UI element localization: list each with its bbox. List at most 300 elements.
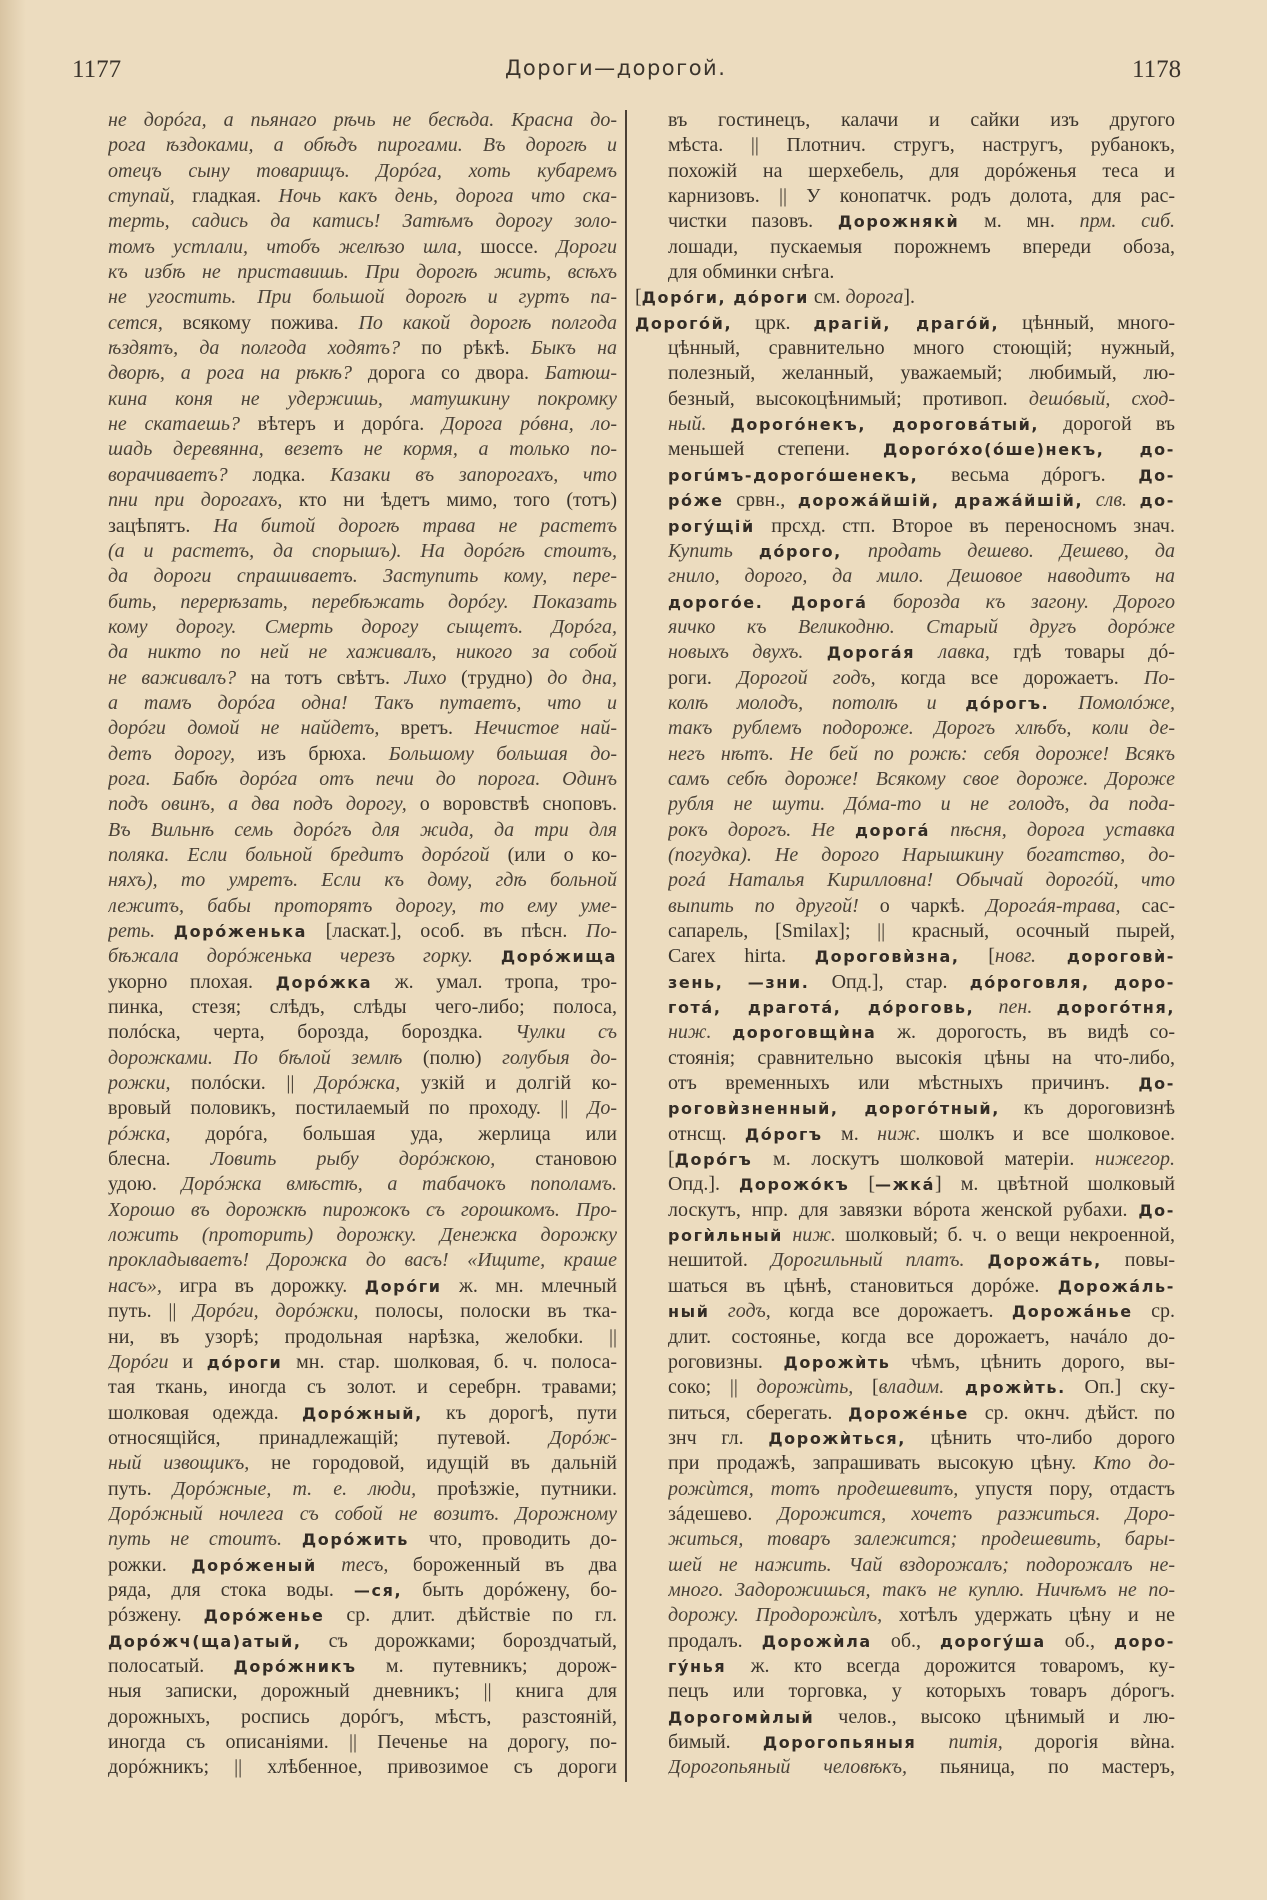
text-line <box>108 361 617 386</box>
text: когда все дорожаетъ. <box>900 666 1144 689</box>
bold-headword: Дорóженье <box>203 1606 325 1626</box>
text: челов., высоко цѣнимый и лю- <box>814 1705 1175 1728</box>
text-line <box>108 336 617 361</box>
text-line <box>668 437 1175 462</box>
bold-headword: драгій, драгóй, <box>813 313 1000 333</box>
italic-text: колѣ молодъ, потолѣ и <box>668 691 966 714</box>
italic-text: не дорóга, а пьянаго рѣчь не бесѣда. Красна до- <box>108 109 617 131</box>
page-edge-shadow <box>0 0 26 1900</box>
text-line <box>108 691 617 716</box>
text: ни, въ узорѣ; продольная нарѣзка, желобки. || <box>108 1325 617 1348</box>
text-line <box>668 792 1175 817</box>
text: игра въ дорожку. <box>179 1274 365 1297</box>
text-line <box>108 1401 617 1426</box>
italic-text: шадь деревянна, везетъ не кормя, а только по- <box>108 438 617 461</box>
italic-text: Лихо <box>404 666 462 689</box>
text: [ <box>849 1173 876 1196</box>
italic-text: Батюш- <box>544 362 617 385</box>
text: вровый половикъ, постилаемый по проходу. || <box>108 1097 588 1120</box>
italic-text: рубля не шути. Дóма-то и не голодъ, да пода- <box>668 793 1175 816</box>
italic-text: голубыя до- <box>502 1046 617 1069</box>
text: [ <box>668 1148 675 1171</box>
text: Оп.] ску- <box>1065 1376 1175 1399</box>
text-line <box>108 387 617 412</box>
text-line <box>668 1654 1175 1679</box>
bold-headword: Дорóжить <box>301 1530 409 1550</box>
italic-text: Ловить рыбу дорóжкою, <box>210 1148 536 1171</box>
bold-headword: До- <box>1138 1200 1175 1220</box>
text-line <box>108 184 617 209</box>
bold-headword: Дорогóхо(óше)некъ, до- <box>882 440 1175 460</box>
text-line <box>668 1223 1175 1248</box>
text-line <box>668 412 1175 437</box>
text-line <box>668 361 1175 386</box>
bold-headword: дóрогъ. <box>965 693 1050 713</box>
italic-text: не важивалъ? <box>108 666 251 689</box>
text: об., <box>1045 1629 1114 1652</box>
text: и <box>182 1350 207 1373</box>
text: цѣнный, сравнительно много стоющій; нужный, <box>668 337 1175 360</box>
text-line <box>108 1198 617 1223</box>
text: безный, высокоцѣнимый; противоп. <box>668 387 1029 410</box>
running-head: Дороги—дорогой. <box>505 56 727 80</box>
italic-text: Въ Вильнѣ семь дорóгъ для жида, да три для <box>108 818 617 841</box>
text-line <box>668 818 1175 843</box>
text: шолковый; б. ч. о вещи некроенной, <box>845 1224 1175 1247</box>
text: ж. умал. тропа, тро- <box>372 970 617 993</box>
italic-text: къ избѣ не приставишь. При дорогѣ жить, всѣхъ <box>108 261 617 284</box>
italic-text: бѣжала дорóженька черезъ горку. <box>108 945 501 968</box>
text: нешитой. <box>668 1249 771 1272</box>
italic-text: Казаки въ запорогахъ, что <box>330 463 617 486</box>
text: при продажѣ, запрашивать высокую цѣну. <box>668 1452 1094 1475</box>
text-line <box>668 868 1175 893</box>
text: м. путевникъ; дорож- <box>356 1654 617 1677</box>
text: всякому пожива. <box>182 311 359 334</box>
text-line <box>108 1553 617 1578</box>
italic-text: Дорóжка, <box>315 1072 421 1095</box>
text: соко; || <box>668 1376 757 1399</box>
bold-headword: Дорóжка <box>275 972 373 992</box>
text: по рѣкѣ. <box>421 337 531 360</box>
text-line <box>668 970 1175 995</box>
italic-text: пни при дорогахъ, <box>108 489 299 512</box>
text: питься, сберегать. <box>668 1401 849 1424</box>
text: стоянія; сравнительно высокія цѣны на что-либо, <box>668 1046 1175 1069</box>
italic-text: тесъ, <box>316 1553 413 1576</box>
italic-text: нижегор. <box>1095 1148 1175 1171</box>
text-line <box>108 260 617 285</box>
text: м. мн. <box>959 210 1080 233</box>
italic-text: самъ себѣ дороже! Всякому свое дороже. Дороже <box>668 767 1175 790</box>
italic-text: Дорóжка вмѣстѣ, а табачокъ пополамъ. <box>181 1173 617 1196</box>
text-line <box>108 792 617 817</box>
italic-text: Дорогáя-трава, <box>986 894 1142 917</box>
italic-text: владим. <box>878 1376 945 1399</box>
text: мѣста. || Плотнич. стругъ, настругъ, рубанокъ, <box>668 134 1175 157</box>
text: ] м. цвѣтной шолковый <box>935 1173 1175 1196</box>
text: шолковая одежда. <box>108 1401 302 1424</box>
text-line <box>108 437 617 462</box>
text-line <box>108 1046 617 1071</box>
text-line <box>108 1451 617 1476</box>
italic-text: рóжка, <box>108 1122 206 1145</box>
text-line <box>668 1046 1175 1071</box>
text: гладкая. <box>192 185 279 208</box>
italic-text: рокъ дорогъ. Не <box>668 818 855 841</box>
text-line <box>668 944 1175 969</box>
text-line <box>668 387 1175 412</box>
text: упустя пору, отдастъ <box>975 1477 1175 1500</box>
italic-text: рога ѣздоками, а обѣдъ пирогами. Въ дорогѣ и <box>108 134 617 157</box>
italic-text: дворѣ, а рога на рѣкѣ? <box>108 362 368 385</box>
bold-headword: дорогóе. Дорогá <box>668 592 868 612</box>
text: лодка. <box>252 463 331 486</box>
text-line <box>108 1147 617 1172</box>
text-line <box>668 919 1175 944</box>
text: дорóжникъ; || хлѣбенное, привозимое съ дороги <box>108 1756 617 1779</box>
text-line <box>668 1350 1175 1375</box>
text-line <box>108 1705 617 1730</box>
italic-text: ложить (проторить) дорожку. Денежка дорожку <box>108 1224 617 1247</box>
text: на тотъ свѣтъ. <box>250 666 405 689</box>
italic-text: яичко къ Великодню. Старый другъ дорóже <box>668 615 1175 638</box>
italic-text: Дорóжный ночлега съ собой не возитъ. Дорожному <box>108 1502 617 1525</box>
bold-headword: Дорожáть, <box>987 1251 1102 1271</box>
text-line <box>108 514 617 539</box>
bold-headword: —ся, <box>353 1580 403 1600</box>
text: вретъ. <box>400 717 475 740</box>
text: Опд.], стар. <box>809 970 970 993</box>
text-line <box>108 1350 617 1375</box>
italic-text: Дорóги <box>108 1350 183 1373</box>
text-line <box>668 1401 1175 1426</box>
italic-text: рожки, <box>108 1072 192 1095</box>
italic-text: По- <box>585 920 617 942</box>
left-column <box>108 108 617 1781</box>
text-line <box>108 716 617 741</box>
text: удою. <box>108 1173 182 1196</box>
italic-text: пѣсня, дорога уставка <box>930 818 1175 841</box>
text-line <box>108 919 617 944</box>
italic-text: такъ рублемъ подороже. Дорогъ хлѣбъ, коли де- <box>668 717 1175 740</box>
text: [ласкат.], особ. въ пѣсн. <box>307 920 586 942</box>
text: ж. мн. млечный <box>441 1274 617 1297</box>
text-line <box>668 1755 1175 1780</box>
bold-headword: Дорожѝла <box>761 1631 872 1651</box>
text: црк. <box>732 311 814 334</box>
bold-headword: дорогá <box>854 820 931 840</box>
italic-text: шей не нажить. Чай вздорожалъ; подорожалъ не- <box>668 1553 1175 1576</box>
text: шолкъ и все шолковое. <box>939 1122 1175 1145</box>
text-line <box>668 1553 1175 1578</box>
text-line <box>668 1451 1175 1476</box>
text: въ гостинецъ, калачи и сайки изъ другого <box>668 109 1175 131</box>
text-line <box>108 1679 617 1704</box>
bold-headword: До- <box>1138 1074 1175 1094</box>
text-line <box>108 1527 617 1552</box>
bold-headword: рогúмъ-дорогóшенекъ, <box>668 465 919 485</box>
text: для обминки снѣга. <box>668 261 835 284</box>
text: Carex hirta. <box>668 945 815 968</box>
text-line <box>668 1020 1175 1045</box>
bold-headword: дороговѝ- <box>1036 947 1175 967</box>
text: дорога со двора. <box>367 362 545 385</box>
text-line <box>668 615 1175 640</box>
text: полосы, полоски въ тка- <box>375 1300 617 1323</box>
italic-text: ниж. <box>877 1122 940 1145</box>
text: кто ни ѣдетъ мимо, того (тотъ) <box>298 489 617 512</box>
text: полóски. || <box>191 1072 316 1095</box>
text-line <box>108 235 617 260</box>
bold-headword: Дорогáя <box>826 643 916 663</box>
text: [ <box>635 286 642 309</box>
text: рожки. <box>108 1553 192 1576</box>
text-line <box>668 463 1175 488</box>
text-line <box>108 1096 617 1121</box>
bold-headword: Дорóжникъ <box>233 1656 357 1676</box>
bold-headword: дóрого, <box>758 541 842 561</box>
italic-text: подъ овинъ, а два подъ дорогу, <box>108 793 420 816</box>
text-line <box>108 1274 617 1299</box>
text: ср. окнч. дѣйст. по <box>969 1401 1175 1424</box>
text-line <box>108 1426 617 1451</box>
text-line <box>108 843 617 868</box>
text: шаться въ цѣнѣ, становиться дорóже. <box>668 1274 1058 1297</box>
bold-headword: Дорóгъ <box>674 1150 753 1170</box>
text-line <box>108 615 617 640</box>
italic-text: дорожу. Продорожѝлъ, <box>668 1604 899 1627</box>
bold-headword: Дорóженый <box>191 1555 317 1575</box>
italic-text: Дорожится, хочетъ разжиться. Доро- <box>777 1502 1175 1525</box>
text-line <box>668 995 1175 1020</box>
bold-headword: рогѝльный <box>668 1226 783 1246</box>
italic-text: (а и растетъ, да спорышъ). На дорóгѣ стоитъ, <box>108 539 617 562</box>
italic-text: До- <box>587 1097 617 1120</box>
italic-text: Дорога рóвна, ло- <box>441 413 617 436</box>
italic-text: ниж. <box>783 1224 846 1247</box>
text: мн. стар. шолковая, б. ч. полоса- <box>282 1350 617 1373</box>
text-line <box>668 894 1175 919</box>
text: хотѣлъ удержать цѣну и не <box>898 1604 1175 1627</box>
text: похожій на шерхебель, для дорóженья теса и <box>668 159 1175 182</box>
italic-text: ниж. <box>668 1021 733 1044</box>
text-line <box>108 1578 617 1603</box>
text-line <box>668 209 1175 234</box>
bold-headword: роговѝзненный, дорогóтный, <box>668 1099 1000 1119</box>
text-line <box>668 1274 1175 1299</box>
italic-text: Купить <box>668 539 759 562</box>
text: прсхд. стп. Второе въ переносномъ знач. <box>754 514 1175 537</box>
bold-headword: Дорожѝть <box>783 1352 891 1372</box>
italic-text: реть. <box>108 920 174 942</box>
italic-text: Помолóже, <box>1049 691 1175 714</box>
text: быть дорóжену, бо- <box>402 1578 617 1601</box>
text-line <box>668 1122 1175 1147</box>
text-line <box>108 995 617 1020</box>
text: изъ брюха. <box>257 742 389 765</box>
text-line <box>668 235 1175 260</box>
text: когда все дорожаетъ. <box>789 1300 1012 1323</box>
italic-text: ворачиваетъ? <box>108 463 253 486</box>
italic-text: Дорóж- <box>549 1426 617 1449</box>
text-line <box>668 1502 1175 1527</box>
text-line <box>668 742 1175 767</box>
text: знч гл. <box>668 1426 769 1449</box>
bold-headword: Дорóжч(ща)атый, <box>108 1631 302 1651</box>
text-line <box>668 133 1175 158</box>
italic-text: да дороги спрашиваетъ. Заступить кому, пере- <box>108 565 617 588</box>
text-line <box>108 1502 617 1527</box>
text-line <box>108 894 617 919</box>
italic-text: ѣздятъ, да полгода ходятъ? <box>108 337 422 360</box>
italic-text: Дороги <box>556 235 617 258</box>
text-line <box>108 159 617 184</box>
text: срвн., <box>723 489 798 512</box>
text-line <box>108 463 617 488</box>
bold-headword: дорогóтня, <box>1056 998 1175 1018</box>
bold-headword: Дорожóкъ <box>739 1175 850 1195</box>
italic-text: По какой дорогѣ полгода <box>358 311 617 334</box>
text-line <box>668 260 1175 285</box>
text-line <box>668 1198 1175 1223</box>
text-line <box>108 1629 617 1654</box>
text-line <box>668 1679 1175 1704</box>
text-line <box>668 1325 1175 1350</box>
italic-text: насъ», <box>108 1274 180 1297</box>
text: весьма дóрогъ. <box>918 463 1139 486</box>
text-line <box>668 1071 1175 1096</box>
italic-text: лежитъ, бабы проторятъ дорогу, то ему уме- <box>108 894 617 917</box>
italic-text: лавка, <box>915 641 1014 664</box>
italic-text: Чулки съ <box>515 1021 617 1044</box>
text: что, проводить до- <box>408 1528 617 1551</box>
text: (или о ко- <box>507 843 617 866</box>
italic-text: Дорóжные, т. е. люди, <box>172 1477 438 1500</box>
italic-text: борозда къ загону. Дорого <box>867 590 1175 613</box>
text-line <box>108 666 617 691</box>
text-line <box>108 742 617 767</box>
text-line <box>108 767 617 792</box>
bold-headword: до- <box>1139 491 1175 511</box>
text-line <box>108 818 617 843</box>
bold-headword: дóроги <box>206 1352 283 1372</box>
text-line <box>108 1603 617 1628</box>
text: м. <box>822 1122 878 1145</box>
italic-text: Ночь какъ день, дорога что ска- <box>278 185 617 208</box>
text-line <box>108 1325 617 1350</box>
italic-text: продать дешево. Дешево, да <box>841 539 1175 562</box>
italic-text: прокладываетъ! Дорожка до васъ! «Ищите, краше <box>108 1249 617 1272</box>
text-line <box>668 336 1175 361</box>
text: относящійся, принадлежащій; путевой. <box>108 1426 549 1449</box>
text-line <box>668 1603 1175 1628</box>
text: становою <box>535 1148 617 1171</box>
italic-text: поляка. Если больной бредитъ дорóгой <box>108 843 508 866</box>
italic-text: выпить по другой! <box>668 894 880 917</box>
text-line <box>668 1299 1175 1324</box>
text: роговизны. <box>668 1350 784 1373</box>
bold-headword: Дорóжный, <box>301 1403 423 1423</box>
text: лоскутъ, нпр. для завязки вóрота женской рубахи. <box>668 1198 1139 1221</box>
text-line <box>668 1705 1175 1730</box>
italic-text: не угостить. При большой дорогѣ и гуртъ па- <box>108 286 617 309</box>
italic-text: няхъ), то умретъ. Если къ дому, гдѣ больной <box>108 869 617 892</box>
italic-text: детъ дорогу, <box>108 742 258 765</box>
text-line <box>108 1299 617 1324</box>
italic-text: На битой дорогѣ трава не растетъ <box>213 514 617 537</box>
text: вѣтеръ и дорóга. <box>257 413 442 436</box>
bold-headword: дорогýша <box>940 1631 1046 1651</box>
text: дорогія вѝна. <box>1034 1731 1175 1753</box>
italic-text: дорога <box>845 286 904 309</box>
italic-text: Дорогопьяный человѣкъ, <box>668 1756 941 1779</box>
text: отнсщ. <box>668 1122 745 1145</box>
text: [ <box>959 945 995 968</box>
text: отъ временныхъ или мѣстныхъ причинъ. <box>668 1072 1139 1095</box>
text: цѣнить что-либо дорого <box>905 1426 1175 1449</box>
text: путь. || <box>108 1300 194 1323</box>
italic-text: питія, <box>916 1731 1035 1753</box>
italic-text: гнило, дорого, да мило. Дешовое наводитъ на <box>668 565 1175 588</box>
italic-text: ступай, <box>108 185 193 208</box>
italic-text: ный. <box>668 413 731 436</box>
bold-headword: Дорогóнекъ, дороговáтый, <box>730 415 1040 435</box>
italic-text: годъ, <box>709 1300 790 1323</box>
italic-text: рожѝтся, тотъ продешевитъ, <box>668 1477 976 1500</box>
bold-headword: Дорожáль- <box>1057 1276 1175 1296</box>
bold-headword: дорожáйшій, дражáйшій, <box>797 491 1084 511</box>
column-divider <box>625 110 627 1782</box>
bold-headword: дороговщѝна <box>732 1023 877 1043</box>
text-line <box>668 539 1175 564</box>
bold-headword: Дорожѝться, <box>768 1428 906 1448</box>
text-line <box>108 1223 617 1248</box>
bold-headword: Дорóженька <box>173 922 308 941</box>
text: бороженный въ два <box>412 1553 617 1576</box>
italic-text: не скатаешь? <box>108 413 258 436</box>
text-line <box>668 1426 1175 1451</box>
text: бимый. <box>668 1731 763 1753</box>
text: о чаркѣ. <box>879 894 987 917</box>
text: продалъ. <box>668 1629 762 1652</box>
text: полóска, черта, борозда, бороздка. <box>108 1021 516 1044</box>
italic-text: слв. <box>1083 489 1140 512</box>
text-line <box>668 1147 1175 1172</box>
italic-text: рога. Бабѣ дорóга отъ печи до порога. Одинъ <box>108 767 617 790</box>
italic-text: кина коня не удержишь, матушкину покромку <box>108 387 617 410</box>
text-line <box>108 590 617 615</box>
text: чѣмъ, цѣнить дорого, вы- <box>890 1350 1175 1373</box>
text-line <box>668 691 1175 716</box>
page-number-left: 1177 <box>72 56 122 83</box>
italic-text: дорóги домой не найдетъ, <box>108 717 401 740</box>
italic-text: до дна, <box>547 666 617 689</box>
text: сапарель, [Smilax]; || красный, осочный пырей, <box>668 920 1175 942</box>
text: къ дороговизнѣ <box>999 1097 1175 1120</box>
text: ]. <box>903 286 916 309</box>
italic-text: рогá Наталья Кирилловна! Обычай дорогóй, что <box>668 869 1175 892</box>
text-line <box>668 767 1175 792</box>
text: ж. кто всегда дорожится товаромъ, ку- <box>726 1654 1175 1677</box>
text-line <box>108 868 617 893</box>
italic-text: житься, товаръ залежится; продешевить, бары- <box>668 1528 1175 1551</box>
text-line <box>668 716 1175 741</box>
bold-headword: готá, драготá, дóроговь, <box>668 998 975 1018</box>
text: дорожныхъ, роспись дорóгъ, мѣстъ, разстояній, <box>108 1705 617 1728</box>
text-line <box>668 1629 1175 1654</box>
bold-headword: До- <box>1138 465 1175 485</box>
